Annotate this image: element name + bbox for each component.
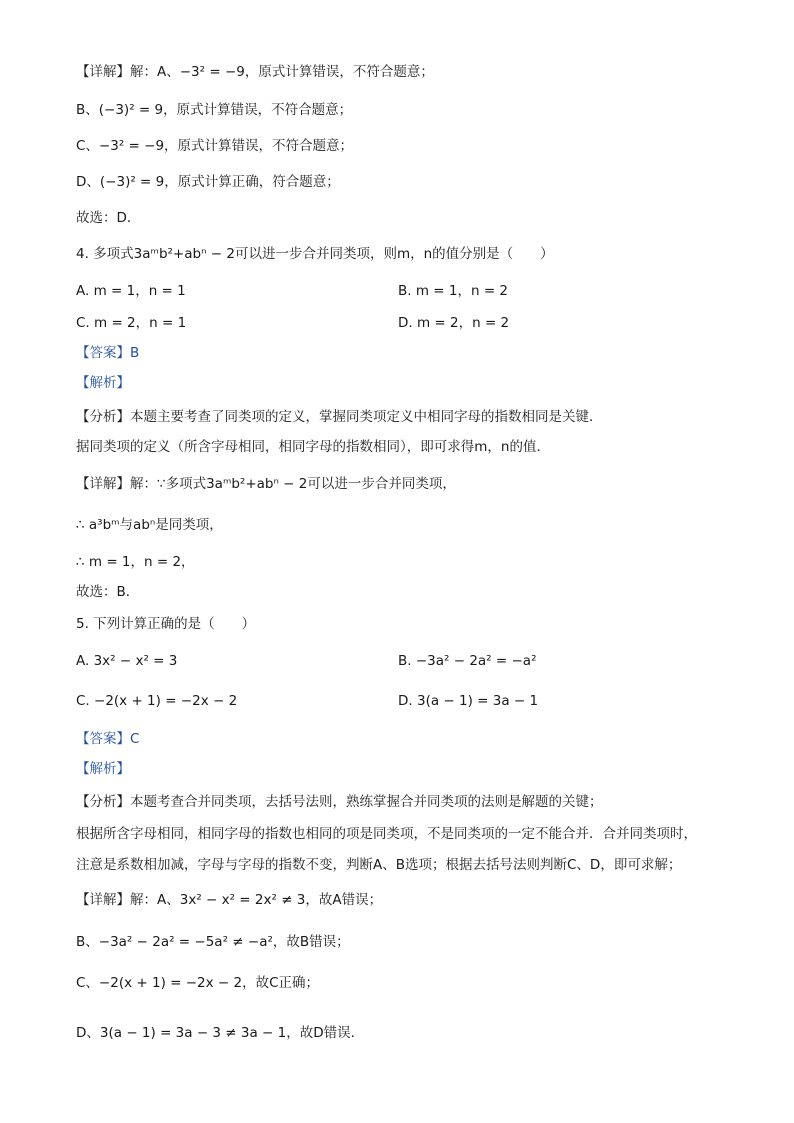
- q5-analysis-1: 【分析】本题考查合并同类项，去括号法则，熟练掌握合并同类项的法则是解题的关键；: [76, 794, 603, 810]
- q5-analysis-heading: 【解析】: [76, 761, 130, 777]
- q5-analysis-2: 根据所含字母相同，相同字母的指数也相同的项是同类项，不是同类项的一定不能合并．合并同类项时，: [76, 826, 697, 842]
- prev-choice: 故选：D．: [76, 210, 141, 226]
- q4-step-1: ∴ a³bᵐ与abⁿ是同类项，: [76, 517, 223, 533]
- q4-detail: 【详解】解：∵多项式3aᵐb²+abⁿ − 2可以进一步合并同类项，: [76, 476, 456, 492]
- prev-solution-line-a: 【详解】解：A、−3² = −9，原式计算错误，不符合题意；: [76, 64, 434, 80]
- q4-step-2: ∴ m = 1，n = 2，: [76, 554, 195, 570]
- q5-option-c: C. −2(x + 1) = −2x − 2: [76, 693, 238, 709]
- q5-detail-d: D、3(a − 1) = 3a − 3 ≠ 3a − 1，故D错误．: [76, 1025, 365, 1041]
- q4-answer: 【答案】B: [76, 345, 140, 361]
- prev-solution-line-b: B、(−3)² = 9，原式计算错误，不符合题意；: [76, 102, 353, 118]
- question-5: 5. 下列计算正确的是（ ）: [76, 616, 256, 632]
- q4-analysis-1: 【分析】本题主要考查了同类项的定义，掌握同类项定义中相同字母的指数相同是关键．: [76, 409, 603, 425]
- q5-detail-b: B、−3a² − 2a² = −5a² ≠ −a²，故B错误；: [76, 934, 350, 950]
- q4-option-a: A. m = 1，n = 1: [76, 283, 186, 299]
- q5-option-a: A. 3x² − x² = 3: [76, 653, 178, 669]
- q5-detail-a: 【详解】解：A、3x² − x² = 2x² ≠ 3，故A错误；: [76, 892, 383, 908]
- q5-answer: 【答案】C: [76, 731, 140, 747]
- question-4: 4. 多项式3aᵐb²+abⁿ − 2可以进一步合并同类项，则m，n的值分别是（ ）: [76, 246, 554, 262]
- prev-solution-line-c: C、−3² = −9，原式计算错误，不符合题意；: [76, 138, 354, 154]
- prev-solution-line-d: D、(−3)² = 9，原式计算正确，符合题意；: [76, 174, 340, 190]
- q4-choice: 故选：B．: [76, 584, 140, 600]
- q5-option-b: B. −3a² − 2a² = −a²: [398, 653, 537, 669]
- q4-analysis-heading: 【解析】: [76, 375, 130, 391]
- q4-option-c: C. m = 2，n = 1: [76, 315, 187, 331]
- q4-option-d: D. m = 2，n = 2: [398, 315, 510, 331]
- q4-analysis-2: 据同类项的定义（所含字母相同，相同字母的指数相同），即可求得m，n的值．: [76, 439, 550, 455]
- q5-option-d: D. 3(a − 1) = 3a − 1: [398, 693, 539, 709]
- q4-option-b: B. m = 1，n = 2: [398, 283, 509, 299]
- q5-detail-c: C、−2(x + 1) = −2x − 2，故C正确；: [76, 975, 320, 991]
- q5-analysis-3: 注意是系数相加减，字母与字母的指数不变，判断A、B选项；根据去括号法则判断C、D，即可求解；: [76, 857, 682, 873]
